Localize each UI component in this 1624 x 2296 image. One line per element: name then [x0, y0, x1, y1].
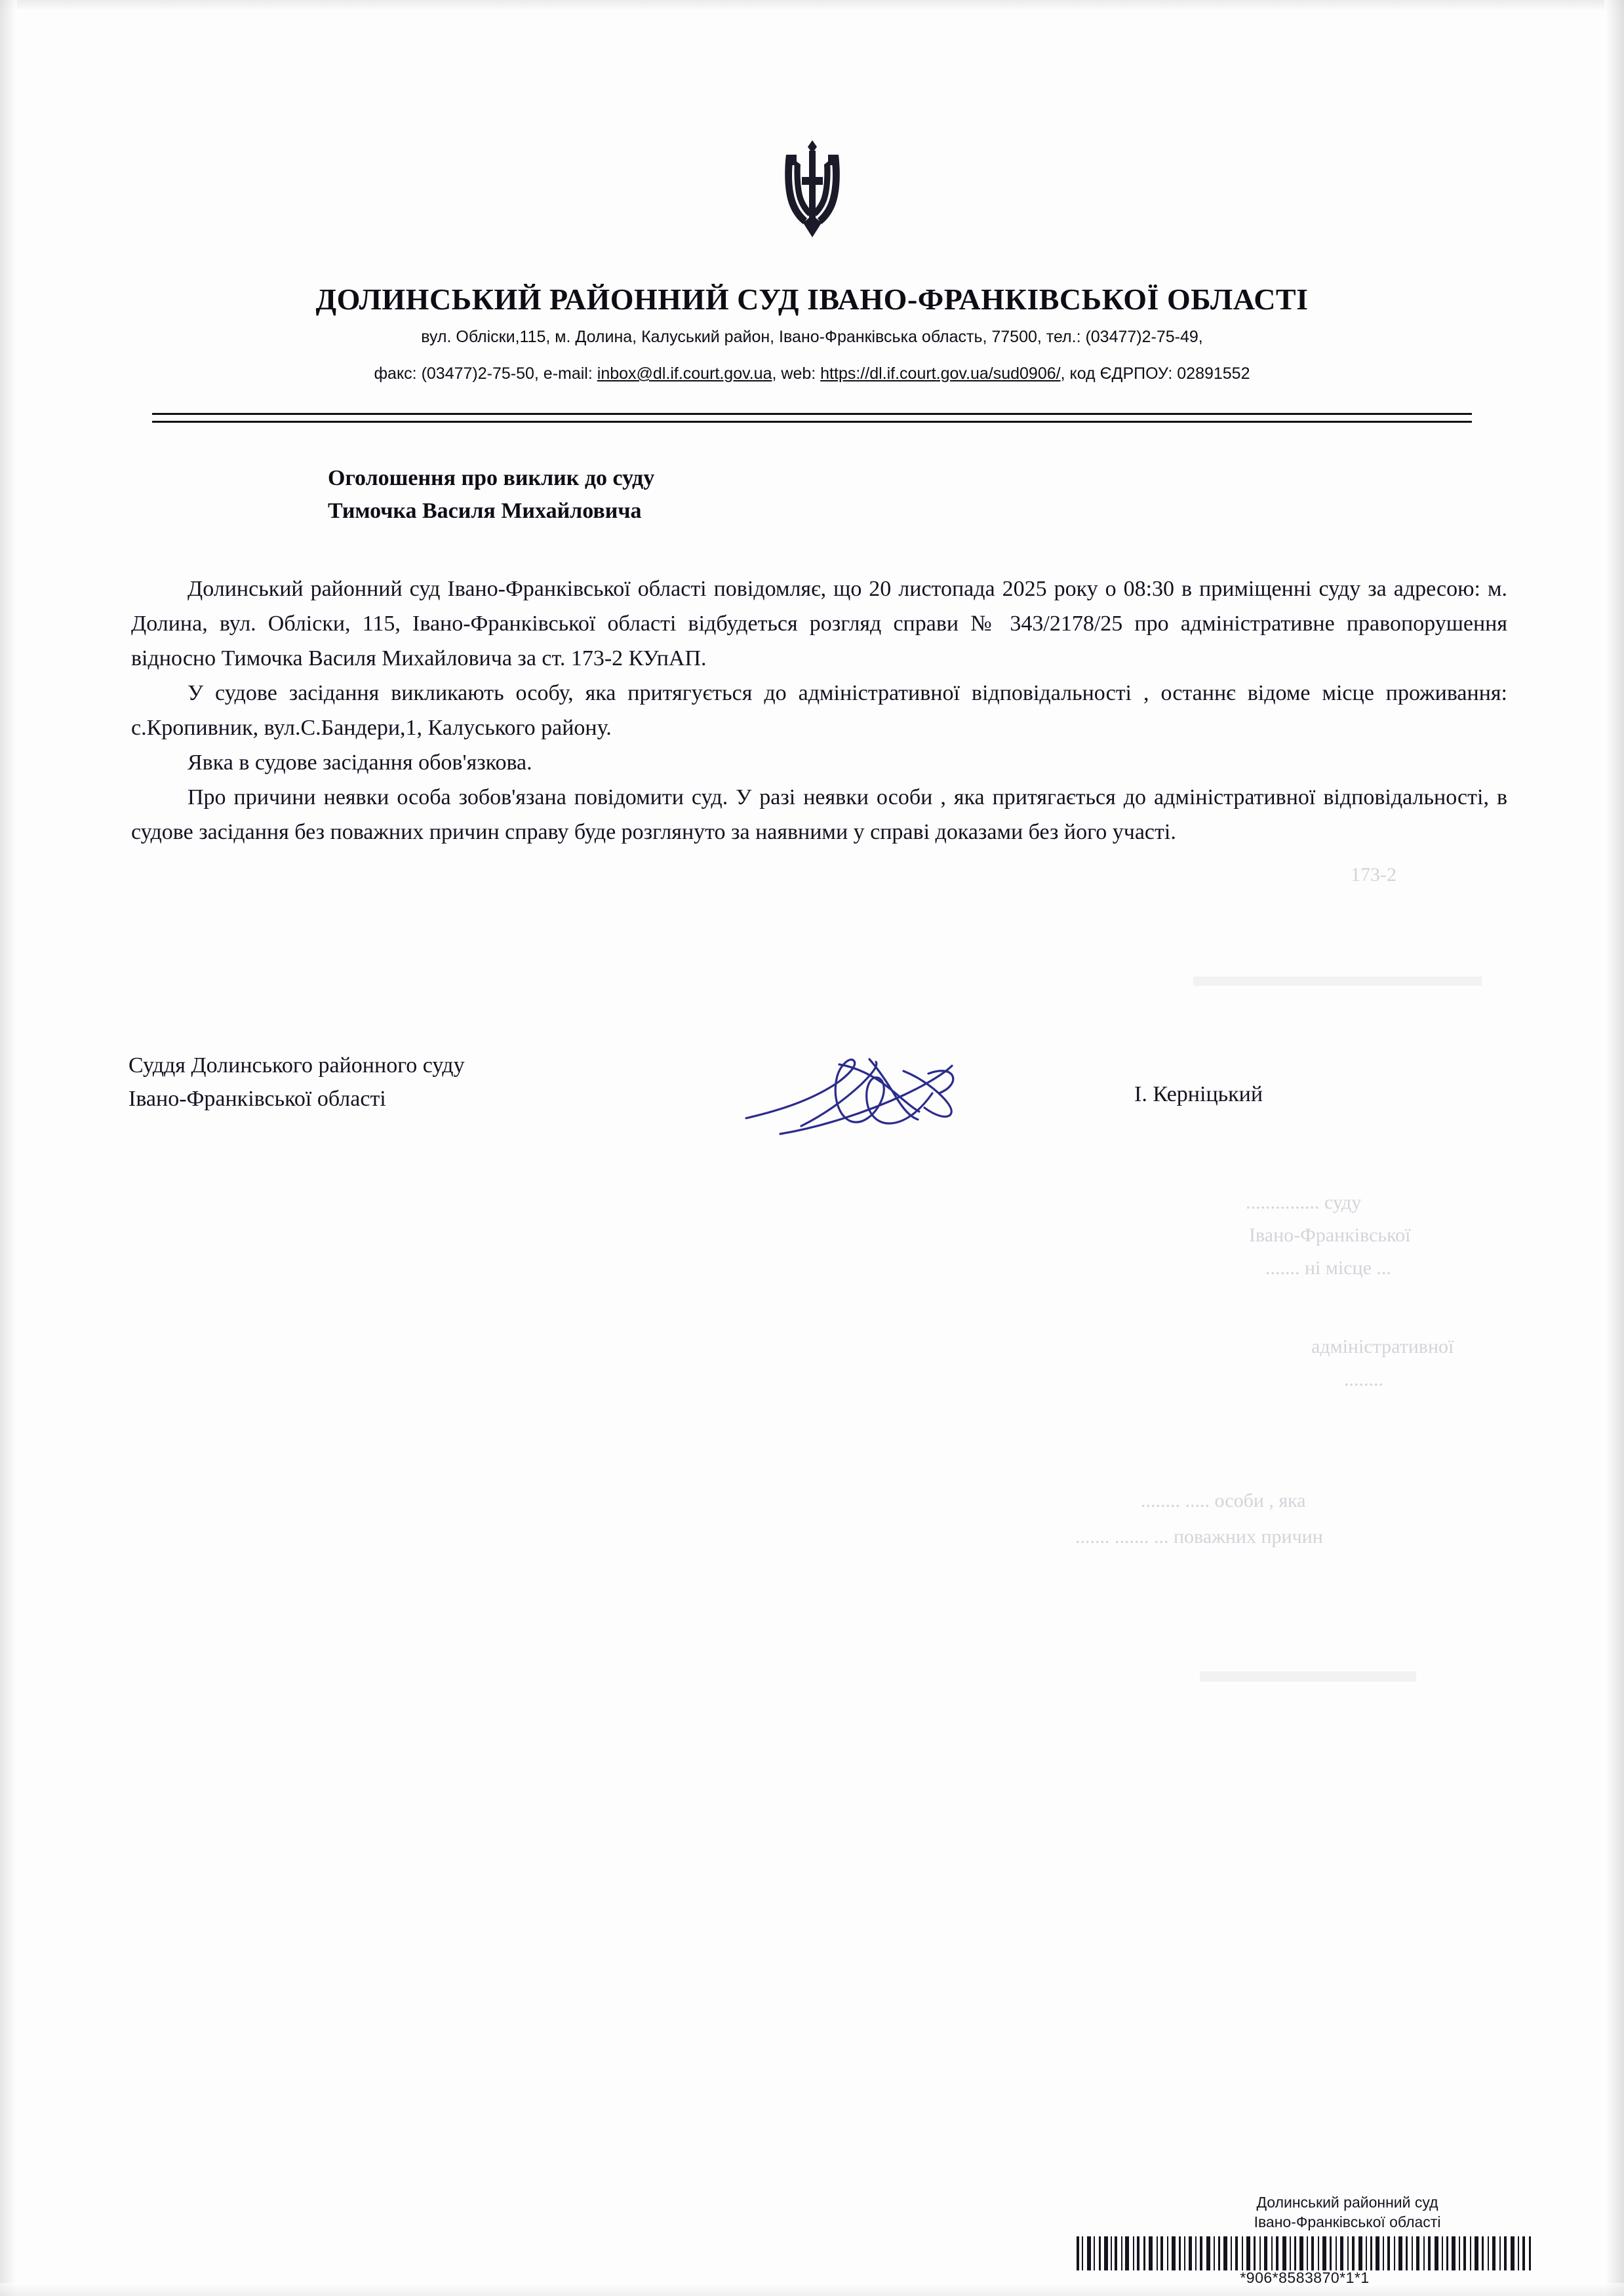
- ghost-text-2: ............... суду: [1246, 1192, 1362, 1213]
- court-title: ДОЛИНСЬКИЙ РАЙОННИЙ СУД ІВАНО-ФРАНКІВСЬКОЇ ОБЛАСТІ: [315, 282, 1309, 316]
- ghost-smudge-2: [1200, 1671, 1416, 1682]
- scan-edge-right: [1604, 0, 1624, 2296]
- announcement-title-line-1: Оголошення про виклик до суду: [328, 466, 655, 490]
- web-label: , web:: [772, 364, 821, 383]
- court-address-line-1: вул. Обліски,115, м. Долина, Калуський район, Івано-Франківська область, 77500, тел.: (03477)2-75-49,: [421, 328, 1203, 346]
- fax-label: факс: (03477)2-75-50, e-mail:: [374, 364, 597, 383]
- body-paragraph-1: Долинський районний суд Івано-Франківської області повідомляє, що 20 листопада 2025 року о 08:30 в приміщенні суду за адресою: м. Долина, вул. Обліски, 115, Івано-Франківської області відбудеться розгляд справи № 343/2178/25 про адміністративне правопорушення відносно Тимочка Василя Михайловича за ст. 173-2 КУпАП.: [131, 577, 1507, 671]
- edrpou-label: , код ЄДРПОУ: 02891552: [1060, 364, 1250, 383]
- court-address-line-2: [118, 364, 1506, 383]
- footer-stamp-line-1: Долинський районний суд: [1256, 2194, 1438, 2211]
- barcode-number: *906*8583870*1*1: [1240, 2269, 1370, 2286]
- ghost-text-6: ........: [1344, 1369, 1383, 1390]
- announcement-title-line-2: Тимочка Василя Михайловича: [328, 499, 642, 523]
- judge-name: І. Керніцький: [1134, 1082, 1263, 1106]
- body-paragraph-3: Явка в судове засідання обов'язкова.: [188, 750, 532, 775]
- signature-role: [129, 1049, 465, 1116]
- body-paragraph-4: Про причини неявки особа зобов'язана повідомити суд. У разі неявки особи , яка притягається до адміністративної відповідальності, в судове засідання без поважних причин справу буде розглянуто за наявними у справі доказами без його участі.: [131, 785, 1507, 844]
- ghost-text-5: адміністративної: [1311, 1336, 1454, 1357]
- ghost-smudge-1: [1193, 977, 1482, 986]
- footer-stamp: [1174, 2192, 1521, 2232]
- signature-role-line-1: Суддя Долинського районного суду: [129, 1053, 465, 1078]
- ukraine-trident-coat-of-arms-icon: [773, 138, 852, 243]
- ghost-text-4: ....... ні місце ...: [1265, 1257, 1391, 1279]
- handwritten-signature-icon: [741, 1047, 1016, 1146]
- ghost-text-1: 173-2: [1351, 864, 1396, 885]
- website-link[interactable]: https://dl.if.court.gov.ua/sud0906/: [820, 364, 1061, 383]
- body-paragraph-2: У судове засідання викликають особу, яка притягується до адміністративної відповідальності , останнє відоме місце проживання: с.Кропивник, вул.С.Бандери,1, Калуського району.: [131, 681, 1507, 740]
- emblem-container: [0, 138, 1624, 246]
- ghost-text-7: ........ ..... особи , яка: [1141, 1490, 1306, 1511]
- announcement-title: [328, 462, 1180, 528]
- ghost-text-8: ....... ....... ... поважних причин: [1075, 1526, 1323, 1547]
- email-link[interactable]: inbox@dl.if.court.gov.ua: [597, 364, 772, 383]
- announcement-body: [131, 572, 1507, 849]
- ghost-text-3: Івано-Франківської: [1249, 1224, 1411, 1246]
- document-barcode-icon: [1075, 2236, 1534, 2270]
- signature-role-line-2: Івано-Франківської області: [129, 1087, 386, 1111]
- header-divider: [152, 413, 1472, 423]
- scan-edge-top: [0, 0, 1624, 12]
- scan-edge-left: [0, 0, 17, 2296]
- footer-stamp-line-2: Івано-Франківської області: [1254, 2213, 1441, 2230]
